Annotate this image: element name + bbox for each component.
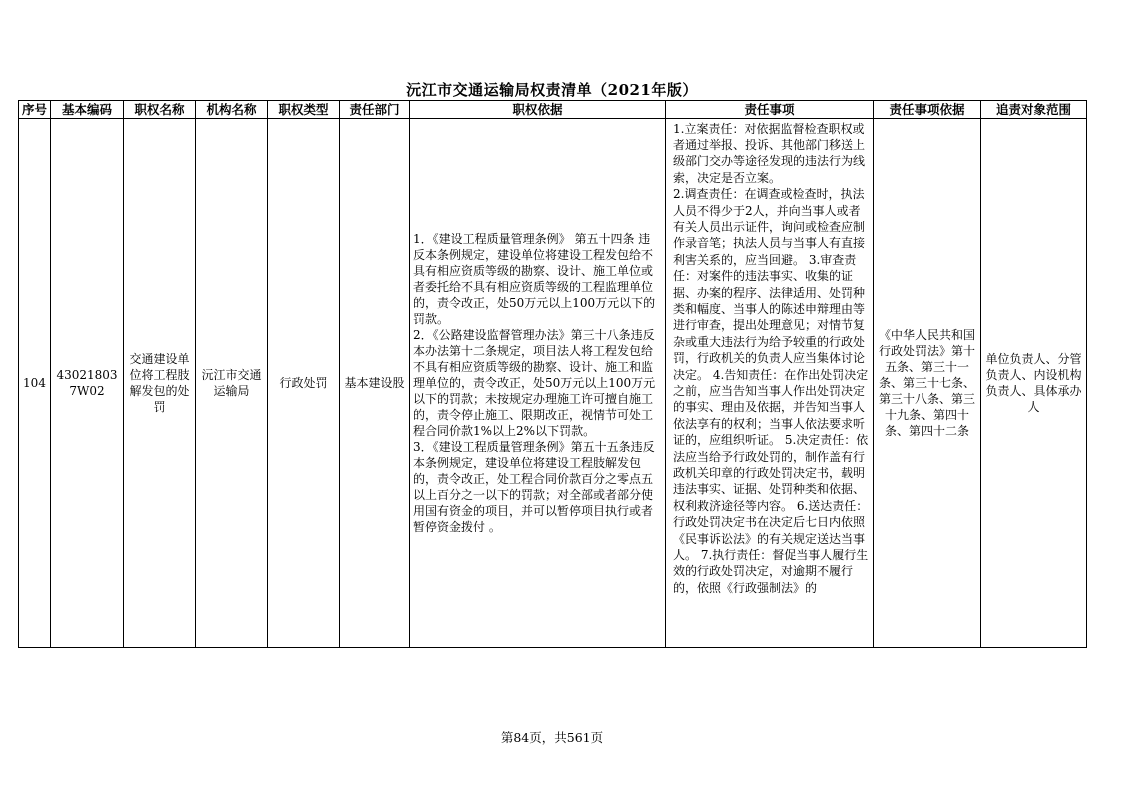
page-title: 沅江市交通运输局权责清单（2021年版） [406, 81, 698, 99]
accountability-text: 单位负责人、分管负责人、内设机构负责人、具体承办人 [985, 352, 1082, 414]
dept-text: 基本建设股 [344, 376, 405, 390]
cell-code [51, 119, 124, 648]
code-text: 430218037W02 [56, 368, 118, 398]
header-duties: 责任事项 [666, 101, 874, 119]
cell-duty-basis [874, 119, 981, 648]
page-number: 第84页，共561页 [500, 730, 604, 745]
header-duty-basis: 责任事项依据 [874, 101, 981, 119]
header-org-name: 机构名称 [196, 101, 268, 119]
header-basis: 职权依据 [410, 101, 666, 119]
header-dept: 责任部门 [340, 101, 410, 119]
cell-seq [19, 119, 51, 648]
cell-accountability [981, 119, 1087, 648]
duty-basis-text: 《中华人民共和国行政处罚法》第十五条、第三十一条、第三十七条、第三十八条、第三十九条、第四十条、第四十二条 [878, 328, 975, 438]
table-row [19, 119, 1087, 648]
cell-duties [666, 119, 874, 648]
header-seq: 序号 [19, 101, 51, 119]
cell-dept [340, 119, 410, 648]
header-row [19, 101, 1087, 119]
org-name-text: 沅江市交通运输局 [201, 368, 262, 398]
header-code: 基本编码 [51, 101, 124, 119]
seq-text: 104 [23, 376, 46, 390]
cell-power-name [124, 119, 196, 648]
cell-org-name [196, 119, 268, 648]
cell-basis [410, 119, 666, 648]
power-name-text: 交通建设单位将工程肢解发包的处罚 [129, 352, 190, 414]
powers-table [18, 100, 1087, 648]
basis-text: 1．《建设工程质量管理条例》 第五十四条 违反本条例规定，建设单位将建设工程发包给不具有相应资质等级的勘察、设计、施工单位或者委托给不具有相应资质等级的工程监理单位的，责令改正，处50万元以上100万元以下的罚款。 2．《公路建设监督管理办法》第三十八条违反本办法第十二条规定，项目法人将工程发包给不具有相应资质等级的勘察、设计、施工和监理单位的，责令改正，处50万元以上100万元以下的罚款；未按规定办理施工许可擅自施工的，责令停止施工、限期改正，视情节可处工程合同价款1%以上2%以下罚款。 3．《建设工程质量管理条例》第五十五条违反本条例规定，建设单位将建设工程肢解发包的，责令改正，处工程合同价款百分之零点五以上百分之一以下的罚款；对全部或者部分使用国有资金的项目，并可以暂停项目执行或者暂停资金拨付 。 [413, 232, 656, 534]
header-accountability: 追责对象范围 [981, 101, 1087, 119]
cell-power-type [268, 119, 340, 648]
duties-text: 1.立案责任：对依据监督检查职权或者通过举报、投诉、其他部门移送上级部门交办等途径发现的违法行为线索，决定是否立案。 2.调查责任：在调查或检查时，执法人员不得少于2人，并向当事人或者有关人员出示证件，询问或检查应制作录音笔；执法人员与当事人有直接利害关系的，应当回避。 3.审查责任：对案件的违法事实、收集的证据、办案的程序、法律适用、处罚种类和幅度、当事人的陈述申辩理由等进行审查，提出处理意见；对情节复杂或重大违法行为给予较重的行政处罚，行政机关的负责人应当集体讨论决定。 4.告知责任：在作出处罚决定之前，应当告知当事人作出处罚决定的事实、理由及依据，并告知当事人依法享有的权利；当事人依法要求听证的，应组织听证。 5.决定责任：依法应当给予行政处罚的，制作盖有行政机关印章的行政处罚决定书，载明违法事实、证据、处罚种类和依据、权利救济途径等内容。 6.送达责任：行政处罚决定书在决定后七日内依照《民事诉讼法》的有关规定送达当事人。 7.执行责任：督促当事人履行生效的行政处罚决定，对逾期不履行的，依照《行政强制法》的 [673, 121, 869, 595]
header-power-name: 职权名称 [124, 101, 196, 119]
power-type-text: 行政处罚 [279, 376, 328, 390]
header-power-type: 职权类型 [268, 101, 340, 119]
